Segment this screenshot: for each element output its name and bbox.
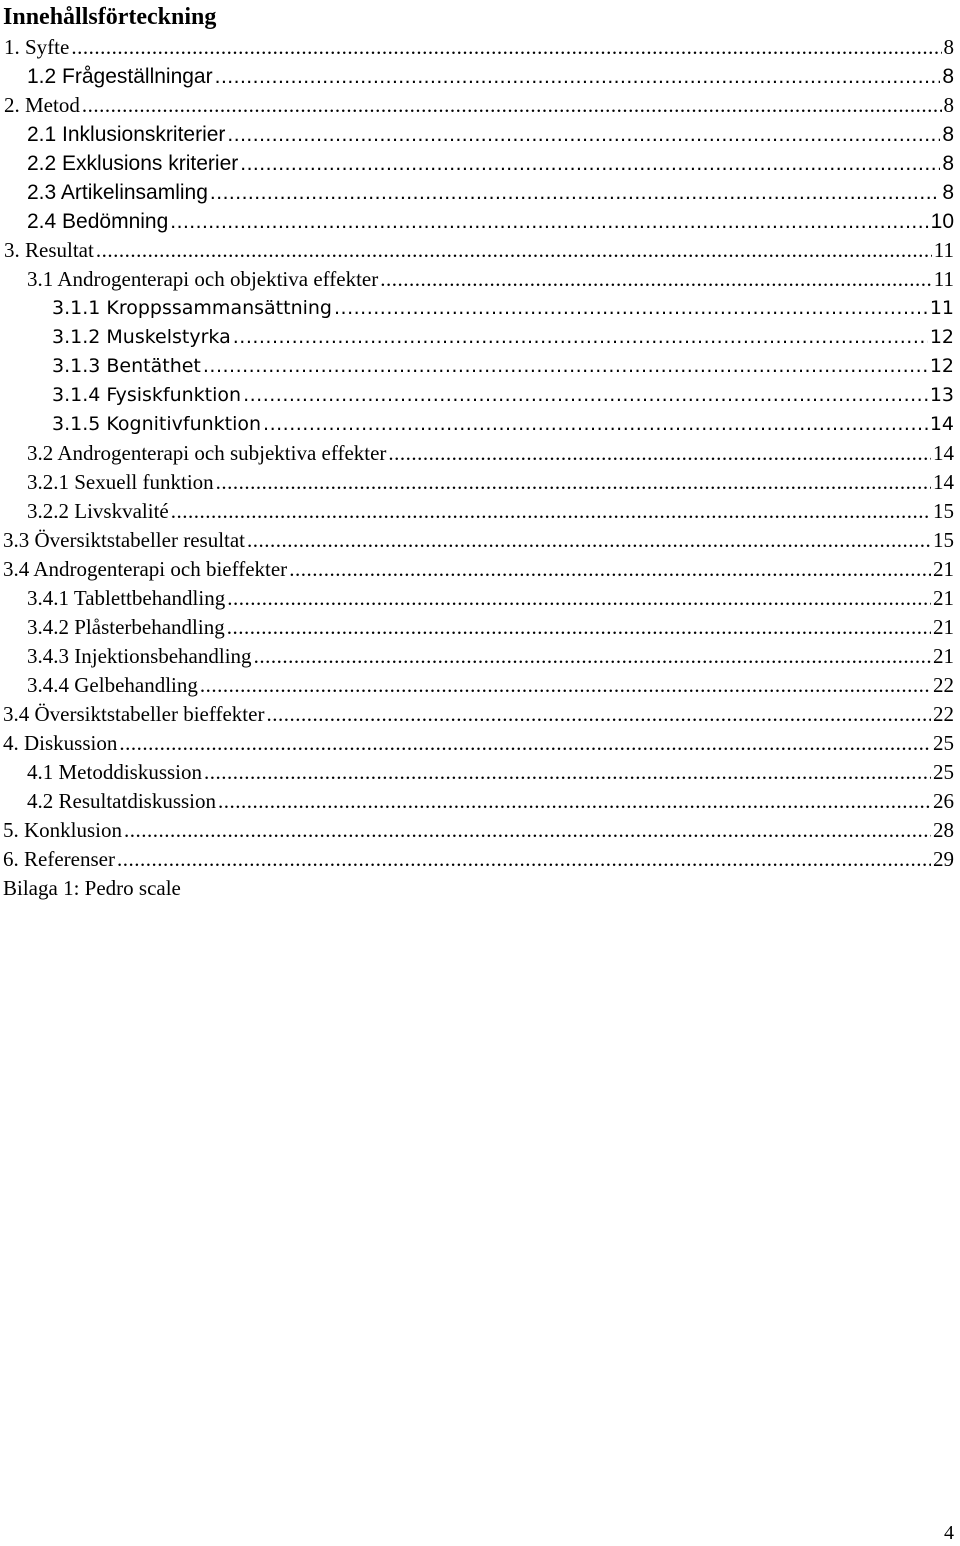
- toc-leader-dots: [227, 584, 931, 613]
- toc-leader-dots: [170, 207, 928, 236]
- toc-entry-bedomning[interactable]: [0, 207, 960, 236]
- toc-entry-artikelinsamling[interactable]: [0, 178, 960, 207]
- toc-leader-dots: [227, 613, 931, 642]
- toc-leader-dots: [96, 236, 932, 265]
- toc-leader-dots: [119, 729, 931, 758]
- toc-leader-dots: [289, 555, 931, 584]
- toc-leader-dots: [218, 787, 931, 816]
- toc-entry-kognitivfunktion[interactable]: [0, 410, 960, 439]
- toc-leader-dots: [210, 178, 940, 207]
- toc-entry-label: 4. Diskussion: [3, 729, 119, 758]
- toc-leader-dots: [117, 845, 931, 874]
- toc-entry-page: 21: [931, 613, 954, 642]
- toc-entry-label: 3.1.2 Muskelstyrka: [52, 323, 233, 352]
- toc-entry-resultatdiskussion[interactable]: [0, 787, 960, 816]
- toc-entry-label: 3.3 Översiktstabeller resultat: [3, 526, 247, 555]
- toc-leader-dots: [216, 468, 931, 497]
- toc-leader-dots: [233, 323, 928, 352]
- toc-entry-exklusions-kriterier[interactable]: [0, 149, 960, 178]
- toc-entry-label: 3.2 Androgenterapi och subjektiva effekter: [27, 439, 388, 468]
- toc-entry-bilaga-pedro-scale[interactable]: [0, 874, 960, 903]
- toc-entry-metoddiskussion[interactable]: [0, 758, 960, 787]
- toc-entry-label: 2.2 Exklusions kriterier: [27, 149, 240, 178]
- toc-entry-label: 3.1.1 Kroppssammansättning: [52, 294, 334, 323]
- toc-entry-gelbehandling[interactable]: [0, 671, 960, 700]
- toc-entry-label: 3.4.1 Tablettbehandling: [27, 584, 227, 613]
- toc-entry-label: 3.1 Androgenterapi och objektiva effekter: [27, 265, 380, 294]
- toc-entry-label: 3.2.1 Sexuell funktion: [27, 468, 216, 497]
- toc-entry-label: 3.4.2 Plåsterbehandling: [27, 613, 227, 642]
- toc-entry-resultat[interactable]: [0, 236, 960, 265]
- toc-entry-label: 5. Konklusion: [3, 816, 124, 845]
- toc-entry-page: 8: [942, 33, 955, 62]
- toc-entry-label: 3.4 Översiktstabeller bieffekter: [3, 700, 266, 729]
- toc-leader-dots: [227, 120, 940, 149]
- toc-leader-dots: [247, 526, 931, 555]
- toc-leader-dots: [124, 816, 931, 845]
- toc-leader-dots: [388, 439, 931, 468]
- toc-entry-label: 2.1 Inklusionskriterier: [27, 120, 227, 149]
- toc-heading: Innehållsförteckning: [3, 4, 217, 30]
- toc-entry-label: 3.2.2 Livskvalité: [27, 497, 171, 526]
- toc-entry-label: 4.1 Metoddiskussion: [27, 758, 204, 787]
- toc-entry-page: 8: [940, 178, 954, 207]
- toc-entry-page: 8: [940, 120, 954, 149]
- toc-entry-label: 2.3 Artikelinsamling: [27, 178, 210, 207]
- toc-entry-label: 3.1.3 Bentäthet: [52, 352, 203, 381]
- toc-entry-tablettbehandling[interactable]: [0, 584, 960, 613]
- toc-leader-dots: [171, 497, 931, 526]
- toc-entry-sexuell-funktion[interactable]: [0, 468, 960, 497]
- toc-entry-page: 28: [931, 816, 954, 845]
- toc-entry-oversiktstabeller-resultat[interactable]: [0, 526, 960, 555]
- toc-entry-page: 21: [931, 642, 954, 671]
- page-number: 4: [944, 1522, 954, 1544]
- toc-leader-dots: [82, 91, 942, 120]
- toc-entry-label: 4.2 Resultatdiskussion: [27, 787, 218, 816]
- toc-entry-label: 2.4 Bedömning: [27, 207, 170, 236]
- toc-entry-inklusionskriterier[interactable]: [0, 120, 960, 149]
- toc-entry-fysiskfunktion[interactable]: [0, 381, 960, 410]
- toc-entry-page: 13: [928, 381, 954, 410]
- toc-entry-livskvalite[interactable]: [0, 497, 960, 526]
- toc-leader-dots: [203, 352, 928, 381]
- toc-entry-page: 14: [928, 410, 954, 439]
- toc-entry-page: 29: [931, 845, 954, 874]
- toc-entry-page: 21: [931, 584, 954, 613]
- toc-entry-page: 8: [940, 149, 954, 178]
- toc-entry-konklusion[interactable]: [0, 816, 960, 845]
- toc-entry-page: 21: [931, 555, 954, 584]
- toc-entry-plasterbehandling[interactable]: [0, 613, 960, 642]
- toc-entry-subjektiva-effekter[interactable]: [0, 439, 960, 468]
- toc-leader-dots: [204, 758, 931, 787]
- toc-entry-label: 3.1.4 Fysiskfunktion: [52, 381, 243, 410]
- toc-entry-syfte[interactable]: [0, 33, 960, 62]
- toc-entry-label: Bilaga 1: Pedro scale: [3, 874, 183, 903]
- toc-leader-dots: [380, 265, 932, 294]
- toc-leader-dots: [71, 33, 941, 62]
- toc-entry-label: 1.2 Frågeställningar: [27, 62, 215, 91]
- toc-entry-label: 3.1.5 Kognitivfunktion: [52, 410, 263, 439]
- toc-leader-dots: [266, 700, 931, 729]
- toc-entry-objektiva-effekter[interactable]: [0, 265, 960, 294]
- toc-entry-label: 1. Syfte: [4, 33, 71, 62]
- toc-entry-muskelstyrka[interactable]: [0, 323, 960, 352]
- toc-list: [0, 33, 960, 903]
- toc-entry-bentathet[interactable]: [0, 352, 960, 381]
- toc-entry-label: 6. Referenser: [3, 845, 117, 874]
- toc-entry-page: 11: [932, 265, 954, 294]
- toc-entry-fragestallningar[interactable]: [0, 62, 960, 91]
- toc-leader-dots: [200, 671, 931, 700]
- toc-entry-label: 3.4 Androgenterapi och bieffekter: [3, 555, 289, 584]
- toc-entry-label: 3.4.3 Injektionsbehandling: [27, 642, 254, 671]
- toc-entry-referenser[interactable]: [0, 845, 960, 874]
- toc-entry-label: 3. Resultat: [4, 236, 96, 265]
- toc-entry-page: 25: [931, 729, 954, 758]
- toc-entry-page: 22: [931, 671, 954, 700]
- toc-entry-label: 3.4.4 Gelbehandling: [27, 671, 200, 700]
- toc-leader-dots: [215, 62, 941, 91]
- toc-entry-page: 14: [931, 439, 954, 468]
- toc-entry-page: 15: [931, 526, 954, 555]
- toc-entry-page: 11: [928, 294, 954, 323]
- toc-entry-page: 12: [928, 323, 954, 352]
- toc-entry-injektionsbehandling[interactable]: [0, 642, 960, 671]
- toc-entry-page: 10: [929, 207, 954, 236]
- toc-entry-diskussion[interactable]: [0, 729, 960, 758]
- toc-entry-page: 14: [931, 468, 954, 497]
- toc-entry-page: 25: [931, 758, 954, 787]
- toc-leader-dots: [334, 294, 928, 323]
- toc-entry-metod[interactable]: [0, 91, 960, 120]
- toc-leader-dots: [240, 149, 940, 178]
- toc-entry-page: 8: [940, 62, 954, 91]
- toc-leader-dots: [243, 381, 928, 410]
- toc-entry-bieffekter[interactable]: [0, 555, 960, 584]
- toc-entry-oversiktstabeller-bieffekter[interactable]: [0, 700, 960, 729]
- toc-entry-label: 2. Metod: [4, 91, 82, 120]
- toc-entry-kroppssammansattning[interactable]: [0, 294, 960, 323]
- toc-entry-page: 22: [931, 700, 954, 729]
- toc-entry-page: 11: [932, 236, 954, 265]
- toc-leader-dots: [263, 410, 928, 439]
- toc-entry-page: 26: [931, 787, 954, 816]
- toc-entry-page: 12: [928, 352, 954, 381]
- toc-leader-dots: [254, 642, 931, 671]
- toc-entry-page: 15: [931, 497, 954, 526]
- toc-entry-page: 8: [942, 91, 955, 120]
